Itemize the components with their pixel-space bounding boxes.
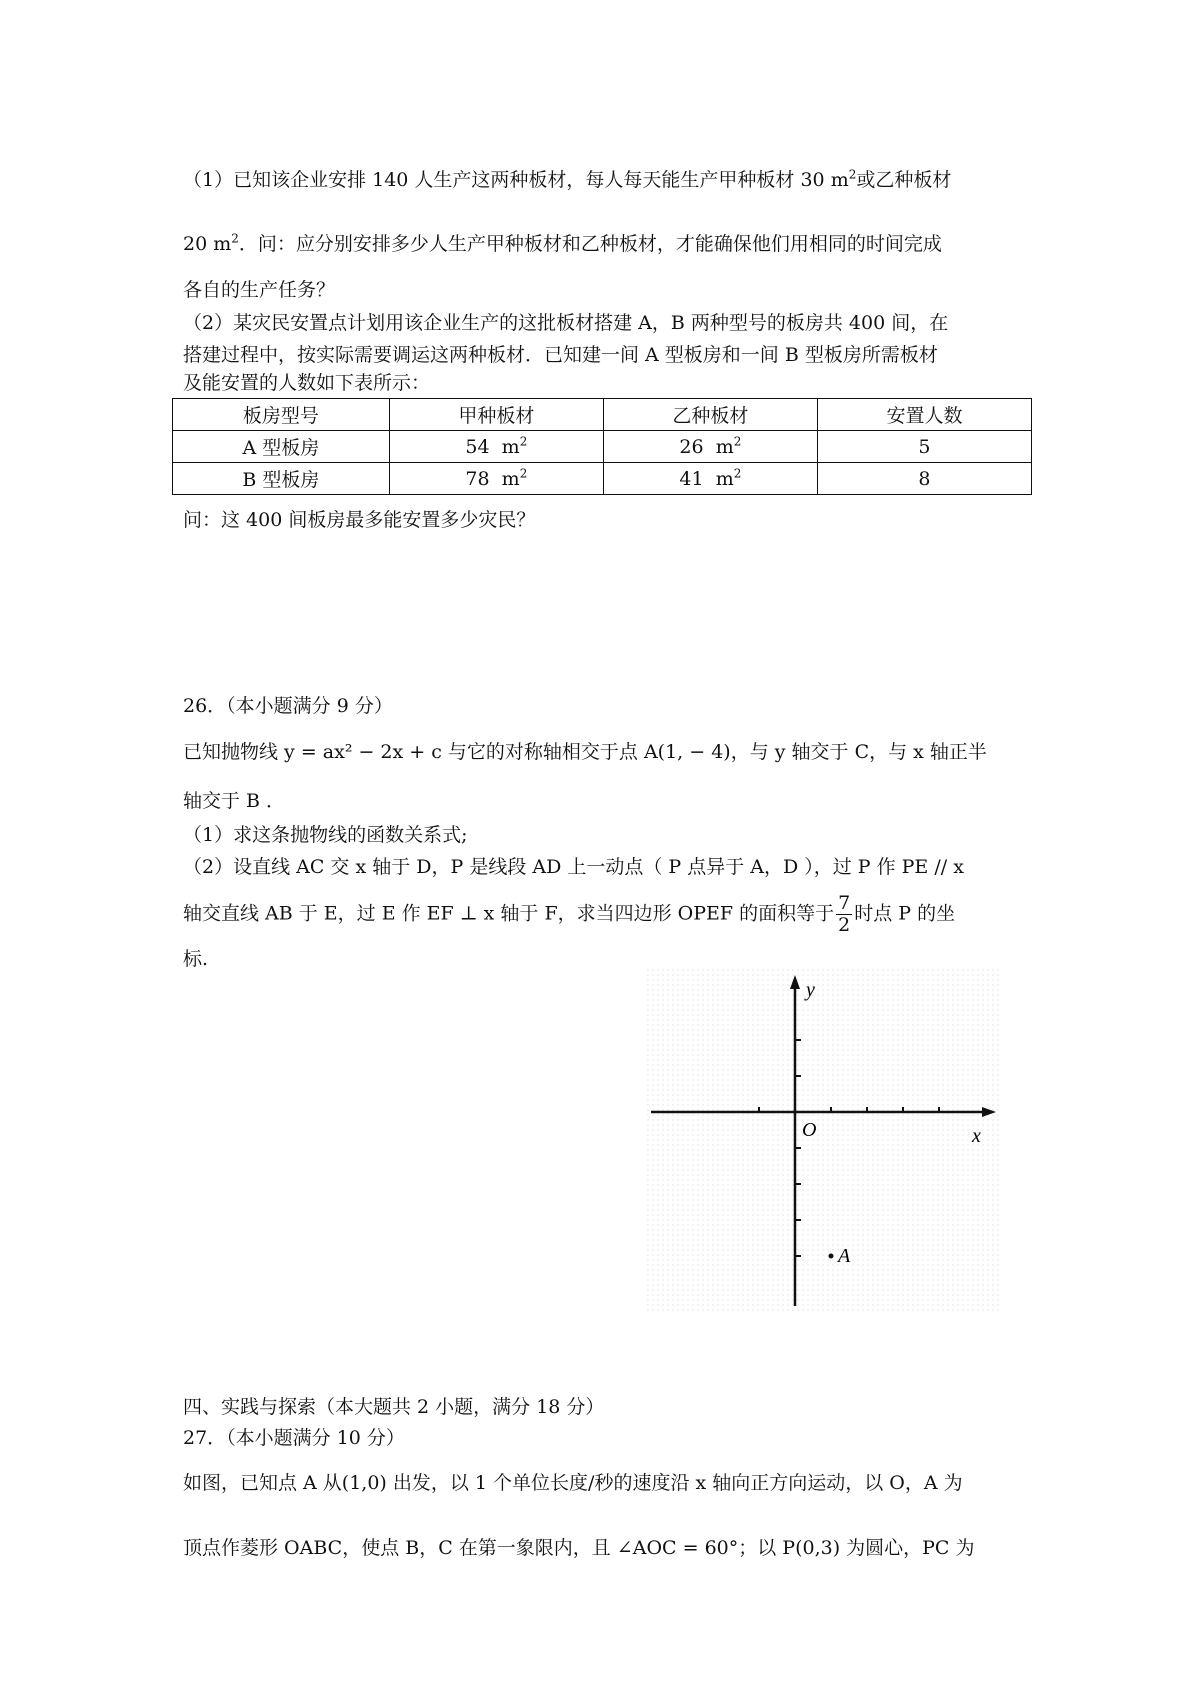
yi-material-cell: 26 $m^2$ <box>603 431 817 463</box>
house-type-cell: A 型板房 <box>173 431 390 463</box>
table-header-cell: 乙种板材 <box>603 399 817 431</box>
q26-part2-line3: 标. <box>183 948 209 970</box>
q25-part2-line3: 及能安置的人数如下表所示： <box>183 372 431 394</box>
q27-line2: 顶点作菱形 OABC，使点 B，C 在第一象限内，且 ∠AOC = 60°；以 P(0,3) 为圆心，PC 为 <box>183 1537 975 1559</box>
q26-line2: 轴交于 B ． <box>183 790 286 812</box>
q26-part2-line1: （2）设直线 AC 交 x 轴于 D，P 是线段 AD 上一动点（ P 点异于 A，D ），过 P 作 PE // x <box>183 856 964 878</box>
origin-label: O <box>802 1119 817 1141</box>
q27-header: 27．（本小题满分 10 分） <box>183 1427 405 1449</box>
table-header-row <box>173 399 1032 431</box>
q25-part1-line2: 20 $m^2$．问：应分别安排多少人生产甲种板材和乙种板材，才能确保他们用相同的时间完成 <box>183 231 942 255</box>
q26-line1: 已知抛物线 y = ax² − 2x + c 与它的对称轴相交于点 A(1, − 4)，与 y 轴交于 C，与 x 轴正半 <box>183 741 987 763</box>
section-4-title: 四、实践与探索（本大题共 2 小题，满分 18 分） <box>183 1396 605 1418</box>
point-a <box>829 1254 834 1259</box>
table-header-cell: 安置人数 <box>817 399 1031 431</box>
q25-part1-line3: 各自的生产任务？ <box>183 279 336 301</box>
y-axis-label: y <box>806 979 815 1001</box>
q25-part2-line1: （2）某灾民安置点计划用该企业生产的这批板材搭建 A，B 两种型号的板房共 400 间，在 <box>183 312 949 334</box>
q25-part2-line2: 搭建过程中，按实际需要调运这两种板材．已知建一间 A 型板房和一间 B 型板房所需板材 <box>183 344 938 366</box>
q26-part1: （1）求这条抛物线的函数关系式; <box>183 824 468 846</box>
point-a-label: A <box>838 1245 851 1267</box>
table-row <box>173 463 1032 495</box>
q26-part2-line2: 轴交直线 AB 于 E，过 E 作 EF ⊥ x 轴于 F，求当四边形 OPEF 的面积等于 $\frac{7}{2}$ 时点 P 的坐 <box>183 892 956 936</box>
dotted-grid-background <box>646 968 1000 1313</box>
people-cell: 8 <box>817 463 1031 495</box>
table-header-cell: 甲种板材 <box>389 399 603 431</box>
q25-part1-line1: （1）已知该企业安排 140 人生产这两种板材，每人每天能生产甲种板材 30 $m^2$或乙种板材 <box>183 167 952 191</box>
q27-line1: 如图，已知点 A 从(1,0) 出发，以 1 个单位长度/秒的速度沿 x 轴向正方向运动，以 O，A 为 <box>183 1472 963 1494</box>
table-row <box>173 431 1032 463</box>
jia-material-cell: 54 $m^2$ <box>389 431 603 463</box>
house-type-cell: B 型板房 <box>173 463 390 495</box>
table-header-cell: 板房型号 <box>173 399 390 431</box>
q26-header: 26．（本小题满分 9 分） <box>183 695 393 717</box>
jia-material-cell: 78 $m^2$ <box>389 463 603 495</box>
yi-material-cell: 41 $m^2$ <box>603 463 817 495</box>
board-house-table <box>172 398 1032 495</box>
x-axis-label: x <box>972 1125 981 1147</box>
seven-halves-fraction: $\frac{7}{2}$ <box>838 892 851 936</box>
coordinate-graph <box>646 968 1000 1313</box>
q25-question: 问：这 400 间板房最多能安置多少灾民？ <box>183 509 536 531</box>
people-cell: 5 <box>817 431 1031 463</box>
